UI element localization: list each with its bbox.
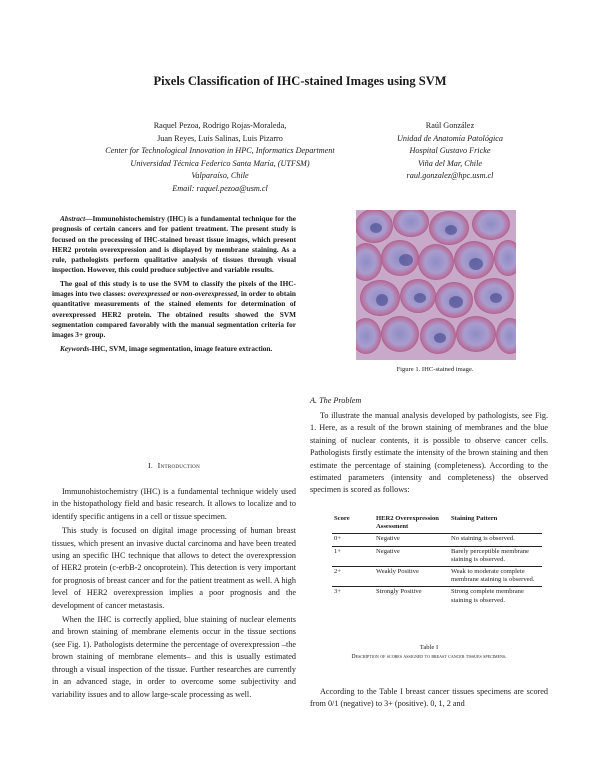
author-affiliation-right-1: Unidad de Anatomía Patológica	[396, 133, 504, 143]
problem-body	[310, 410, 548, 499]
abstract-p2-b: overexpressed	[127, 289, 171, 299]
table-cell: 2+	[332, 567, 374, 587]
table-header-row	[332, 515, 542, 534]
intro-p3: When the IHC is correctly applied, blue staining of nuclear elements and brown staining of membrane elements occur in the tissue sections (see Fig. 1). Pathologists determine the percentage of overexpression –the brown staining of membrane elements– and this is usually estimated through a visual inspection of the tissue. Further researches are currently in an advanced stage, in order to overcome some subjectivity and variability issues and to allow large-scale processing as well.	[52, 615, 296, 699]
table-header-cell: Staining Pattern	[449, 515, 542, 534]
table-row	[332, 587, 542, 607]
abstract	[52, 214, 296, 357]
author-affiliation-1: Center for Technological Innovation in HPC, Informatics Department	[105, 146, 335, 156]
table-cell: No staining is observed.	[451, 535, 515, 543]
figure-caption: Figure 1. IHC-stained image.	[396, 366, 474, 373]
keywords-label: Keywords	[60, 343, 90, 353]
author-affiliation-2: Universidad Técnica Federico Santa María, (UTFSM)	[130, 158, 310, 168]
author-affiliation-right-2: Hospital Gustavo Fricke	[409, 146, 491, 156]
keywords: -IHC, SVM, image segmentation, image feature extraction.	[89, 343, 273, 353]
table-row	[332, 546, 542, 566]
table-caption: Description of scores assigned to breast cancer tissues specimens.	[351, 654, 507, 660]
ihc-stained-image	[356, 210, 516, 360]
table-cell: 3+	[332, 587, 374, 607]
table-cell: Strong complete membrane staining is observed.	[449, 587, 542, 607]
table-cell: Negative	[376, 535, 400, 543]
author-names-1: Raquel Pezoa, Rodrigo Rojas-Moraleda,	[153, 121, 287, 130]
problem-p2: According to the Table I breast cancer tissues specimens are scored from 0/1 (negative) to 3+ (positive). 0, 1, 2 and	[310, 687, 548, 709]
author-email: Email: raquel.pezoa@usm.cl	[172, 183, 268, 193]
table-cell: 1+	[332, 546, 374, 566]
section-heading-introduction	[52, 461, 296, 470]
table-cell: Weak to moderate complete membrane staining is observed.	[449, 567, 542, 587]
table-row	[332, 567, 542, 587]
table-cell: Negative	[374, 546, 449, 566]
intro-body	[52, 486, 296, 703]
intro-p1: Immunohistochemistry (IHC) is a fundamental technique widely used in the histopathology field and basic research. It allows to localize and to identify specific antigens in a cell or tissue specimen.	[52, 487, 296, 521]
section-number: I.	[148, 461, 154, 470]
abstract-p2-d: non-overexpressed	[180, 289, 238, 299]
authors-right	[350, 120, 550, 183]
author-location: Valparaíso, Chile	[191, 171, 249, 181]
intro-p2: This study is focused on digital image processing of human breast tissues, which present an invasive ductal carcinoma and have been treated using an specific IHC technique that allows to detect the overexpression of HER2 protein (c-erbB-2 oncoprotein). This detection is very important for prognosis of breast cancer and for the patient treatment as well. A high level of HER2 overexpression implies a poor prognosis and the development of cancer metastasis.	[52, 526, 296, 610]
problem-body-continued	[310, 686, 548, 713]
table-cell: Strongly Positive	[374, 587, 449, 607]
abstract-p2-a: The goal of this study is to use the SVM to classify the pixels of the IHC-images into two classes:	[52, 278, 296, 299]
subsection-heading-problem: A. The Problem	[310, 396, 362, 405]
section-title: Introduction	[157, 461, 200, 470]
problem-p1: To illustrate the manual analysis developed by pathologists, see Fig. 1. Here, as a result of the brown staining of membranes and the blue staining of nuclear contents, it is possible to observe cancer cells. Pathologists firstly estimate the intensity of the brown staining and then estimate the percentage of staining (completeness). According to the estimated parameters (intensity and completeness) the observed specimen is scored as follows:	[310, 411, 548, 495]
table-header-cell: HER2 Overexpression Assessment	[374, 515, 449, 534]
table-label: Table I	[419, 644, 439, 651]
table-header-cell: Score	[332, 515, 374, 534]
abstract-p2-e: , in order to obtain quantitative measurements of the stained elements for determination of overexpressed HER2 protein. The obtained results showed the SVM segmentation compared favorably with the manual segmentation criteria for images 3+ group.	[52, 289, 296, 340]
abstract-label: Abstract	[60, 214, 86, 223]
authors-left	[60, 120, 380, 196]
score-table	[332, 515, 542, 607]
abstract-p2-c: or	[170, 289, 181, 299]
author-name-right: Raúl González	[425, 121, 475, 130]
table-cell: Barely perceptible membrane staining is observed.	[449, 546, 542, 566]
abstract-p1: —Immunohistochemistry (IHC) is a fundamental technique for the prognosis of certain cancers and for patient treatment. The present study is focused on the processing of IHC-stained breast tissue images, which present HER2 protein overexpression and is displayed by membrane staining. As a rule, pathologists perform qualitative analysis of tissues through visual inspection. However, this could produce subjective and variable results.	[52, 214, 296, 275]
table-cell: 0+	[334, 535, 342, 543]
table-cell: Weakly Positive	[374, 567, 449, 587]
author-location-right: Viña del Mar, Chile	[418, 158, 482, 168]
table-row	[332, 534, 542, 546]
author-names-2: Juan Reyes, Luis Salinas, Luis Pizarro	[157, 133, 283, 143]
paper-title: Pixels Classification of IHC-stained Images using SVM	[153, 74, 447, 88]
author-email-right: raul.gonzalez@hpc.usm.cl	[406, 171, 494, 181]
